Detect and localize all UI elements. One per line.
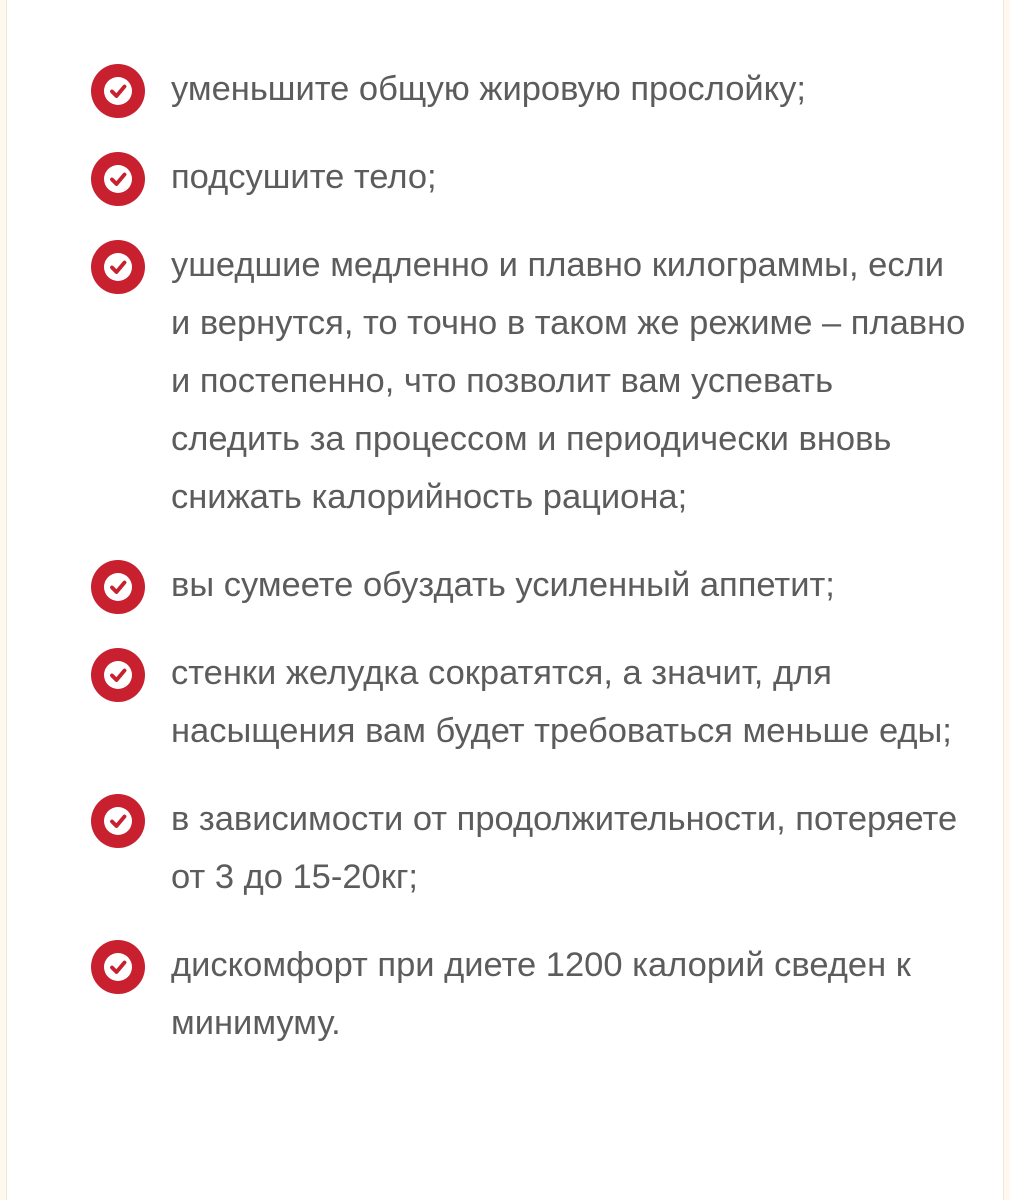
list-item-text: вы сумеете обуздать усиленный аппетит; bbox=[171, 566, 835, 604]
page bbox=[6, 0, 1004, 1200]
list-item bbox=[91, 148, 971, 206]
check-circle-icon bbox=[91, 794, 145, 848]
check-circle-icon bbox=[91, 64, 145, 118]
list-item-text: подсушите тело; bbox=[171, 158, 437, 196]
list-item-text: стенки желудка сократятся, а значит, для насыщения вам будет требоваться меньше еды; bbox=[171, 654, 952, 750]
benefits-list bbox=[91, 60, 971, 1082]
list-item-text: дискомфорт при диете 1200 калорий сведен к минимуму. bbox=[171, 946, 911, 1042]
list-item bbox=[91, 644, 971, 760]
list-item-text: ушедшие медленно и плавно килограммы, если и вернутся, то точно в таком же режиме – плавно и постепенно, что позволит вам успевать следить за процессом и периодически вновь снижать калорийность рациона; bbox=[171, 246, 966, 516]
list-item bbox=[91, 936, 971, 1052]
check-circle-icon bbox=[91, 560, 145, 614]
list-item bbox=[91, 556, 971, 614]
list-item-text: в зависимости от продолжительности, потеряете от 3 до 15-20кг; bbox=[171, 800, 958, 896]
check-circle-icon bbox=[91, 940, 145, 994]
check-circle-icon bbox=[91, 240, 145, 294]
check-circle-icon bbox=[91, 152, 145, 206]
list-item bbox=[91, 790, 971, 906]
list-item bbox=[91, 60, 971, 118]
check-circle-icon bbox=[91, 648, 145, 702]
list-item bbox=[91, 236, 971, 526]
list-item-text: уменьшите общую жировую прослойку; bbox=[171, 70, 806, 108]
